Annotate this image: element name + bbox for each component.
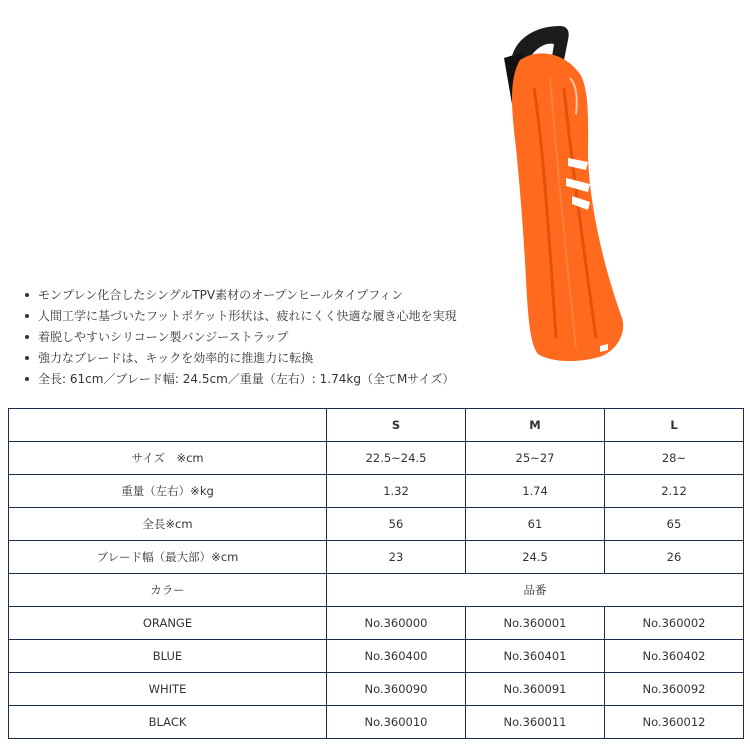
feature-item: 全長: 61cm／ブレード幅: 24.5cm／重量（左右）: 1.74kg（全てMサイズ） (20, 371, 490, 392)
fin-blade (512, 53, 623, 361)
table-row (9, 442, 744, 475)
table-cell: 1.74 (466, 475, 605, 508)
table-cell (9, 409, 327, 442)
table-row (9, 541, 744, 574)
table-cell: 24.5 (466, 541, 605, 574)
table-cell: 25~27 (466, 442, 605, 475)
table-cell: 1.32 (327, 475, 466, 508)
size-header-l: L (605, 409, 744, 442)
color-name: BLUE (9, 640, 327, 673)
product-number: No.360092 (605, 673, 744, 706)
product-number: No.360000 (327, 607, 466, 640)
color-name: ORANGE (9, 607, 327, 640)
product-number: No.360001 (466, 607, 605, 640)
table-row (9, 475, 744, 508)
table-cell: 56 (327, 508, 466, 541)
row-label: 重量（左右）※kg (9, 475, 327, 508)
product-number: No.360400 (327, 640, 466, 673)
table-cell: 61 (466, 508, 605, 541)
table-cell: 65 (605, 508, 744, 541)
table-row (9, 706, 744, 739)
table-row (9, 409, 744, 442)
table-cell: 2.12 (605, 475, 744, 508)
table-row (9, 640, 744, 673)
row-label: サイズ ※cm (9, 442, 327, 475)
product-number: No.360090 (327, 673, 466, 706)
product-number-header: 品番 (327, 574, 744, 607)
feature-item: 人間工学に基づいたフットポケット形状は、疲れにくく快適な履き心地を実現 (20, 308, 490, 329)
table-row (9, 574, 744, 607)
product-number: No.360010 (327, 706, 466, 739)
row-label: 全長※cm (9, 508, 327, 541)
table-cell: 28~ (605, 442, 744, 475)
table-row (9, 607, 744, 640)
table-row (9, 673, 744, 706)
color-header: カラー (9, 574, 327, 607)
row-label: ブレード幅（最大部）※cm (9, 541, 327, 574)
product-number: No.360402 (605, 640, 744, 673)
product-number: No.360091 (466, 673, 605, 706)
feature-item: モンプレン化合したシングルTPV素材のオープンヒールタイプフィン (20, 287, 490, 308)
color-name: BLACK (9, 706, 327, 739)
table-cell: 23 (327, 541, 466, 574)
product-number: No.360002 (605, 607, 744, 640)
product-number: No.360401 (466, 640, 605, 673)
feature-item: 強力なブレードは、キックを効率的に推進力に転換 (20, 350, 490, 371)
table-cell: 22.5~24.5 (327, 442, 466, 475)
color-name: WHITE (9, 673, 327, 706)
feature-item: 着脱しやすいシリコーン製バンジーストラップ (20, 329, 490, 350)
fin-product-image (490, 18, 630, 363)
size-header-m: M (466, 409, 605, 442)
feature-list (20, 287, 490, 392)
spec-table (8, 408, 744, 739)
table-row (9, 508, 744, 541)
size-header-s: S (327, 409, 466, 442)
product-number: No.360011 (466, 706, 605, 739)
product-number: No.360012 (605, 706, 744, 739)
table-cell: 26 (605, 541, 744, 574)
